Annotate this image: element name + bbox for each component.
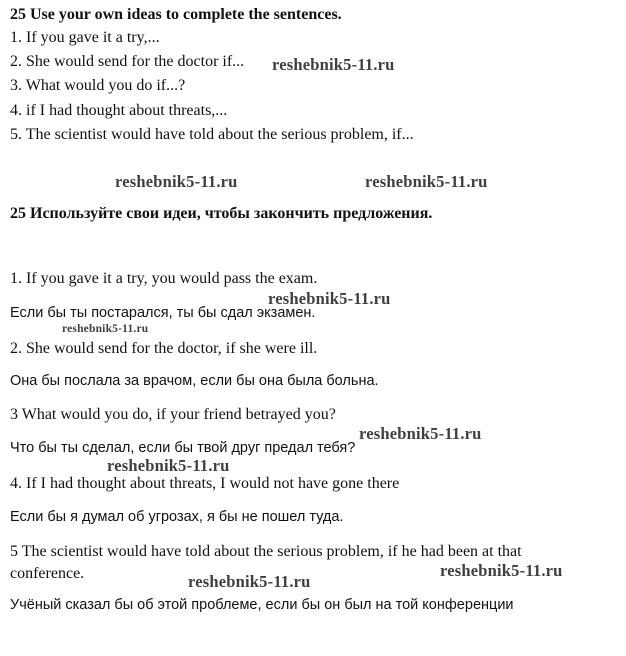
answer-2-en: 2. She would send for the doctor, if she were ill. [10, 340, 318, 357]
answer-1-en: 1. If you gave it a try, you would pass the exam. [10, 270, 318, 287]
task-heading-en: 25 Use your own ideas to complete the sentences. [10, 6, 342, 23]
answer-4-en: 4. If I had thought about threats, I would not have gone there [10, 475, 400, 492]
answer-5-ru: Учёный сказал бы об этой проблеме, если бы он был на той конференции [10, 597, 514, 613]
answer-3-en: 3 What would you do, if your friend betrayed you? [10, 406, 336, 423]
watermark: reshebnik5-11.ru [107, 456, 230, 475]
task-item-1: 1. If you gave it a try,... [10, 29, 160, 46]
watermark: reshebnik5-11.ru [272, 55, 395, 74]
watermark: reshebnik5-11.ru [62, 323, 149, 335]
watermark: reshebnik5-11.ru [365, 172, 488, 191]
watermark: reshebnik5-11.ru [115, 172, 238, 191]
watermark: reshebnik5-11.ru [268, 289, 391, 308]
watermark: reshebnik5-11.ru [440, 561, 563, 580]
answer-1-ru: Если бы ты постарался, ты бы сдал экзамен. [10, 305, 316, 321]
answer-3-ru: Что бы ты сделал, если бы твой друг предал тебя? [10, 440, 356, 456]
watermark: reshebnik5-11.ru [188, 572, 311, 591]
task-item-4: 4. if I had thought about threats,... [10, 102, 228, 119]
task-heading-ru: 25 Используйте свои идеи, чтобы закончить предложения. [10, 205, 433, 222]
answer-4-ru: Если бы я думал об угрозах, я бы не пошел туда. [10, 509, 344, 525]
task-item-3: 3. What would you do if...? [10, 77, 186, 94]
task-item-5: 5. The scientist would have told about the serious problem, if... [10, 126, 414, 143]
watermark: reshebnik5-11.ru [359, 424, 482, 443]
answer-5-en-line-2: conference. [10, 565, 85, 582]
answer-5-en-line-1: 5 The scientist would have told about the serious problem, if he had been at that [10, 543, 522, 560]
task-item-2: 2. She would send for the doctor if... [10, 53, 245, 70]
answer-2-ru: Она бы послала за врачом, если бы она была больна. [10, 373, 379, 389]
